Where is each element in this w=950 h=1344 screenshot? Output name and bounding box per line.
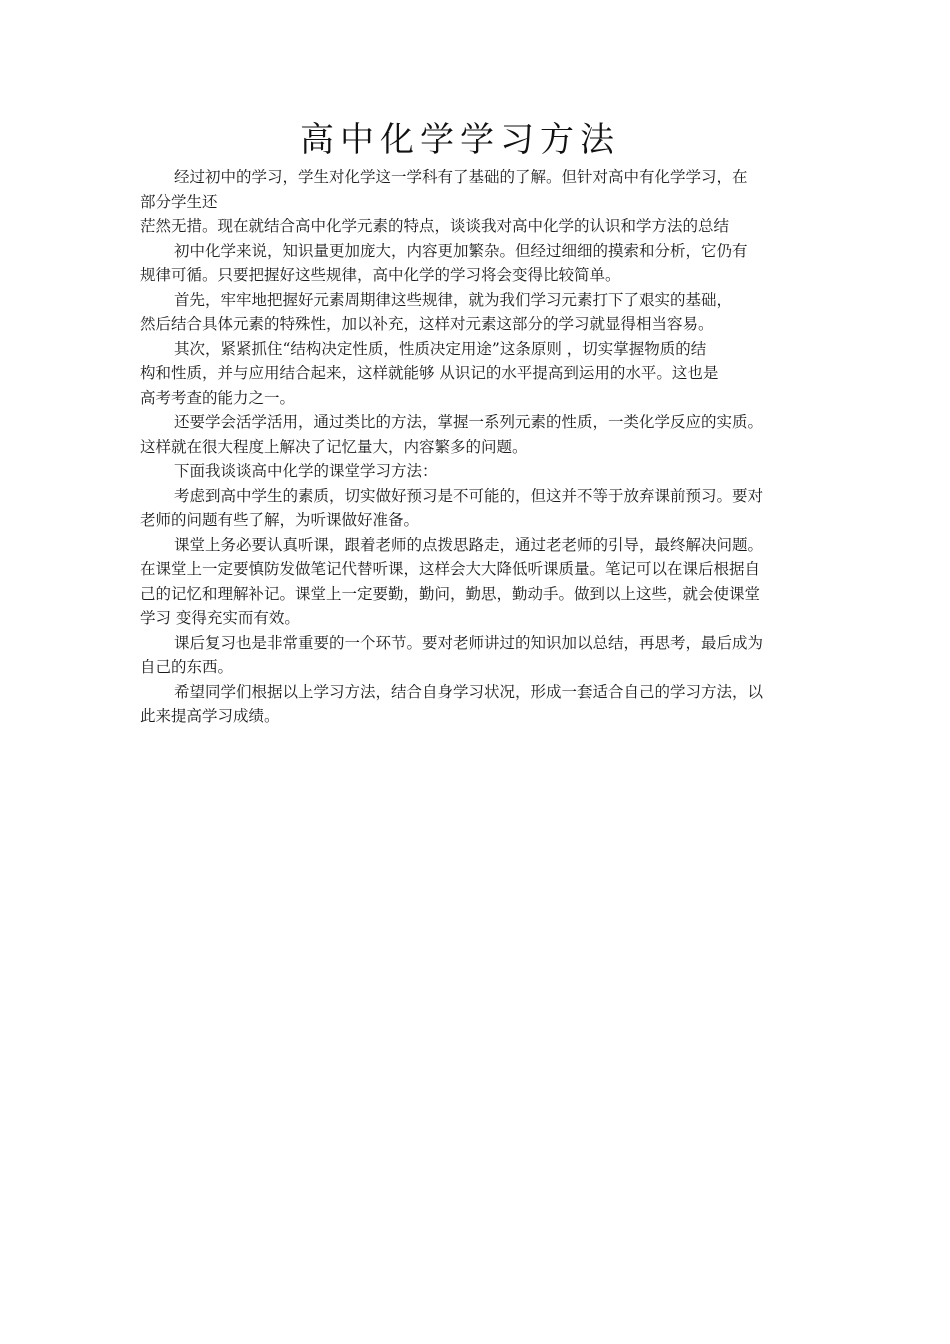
text-line: 其次，紧紧抓住“结构决定性质，性质决定用途”这条原则 ，切实掌握物质的结 [174,339,707,358]
text-line: 规律可循。只要把握好这些规律，高中化学的学习将会变得比较简单。 [140,266,621,284]
text-line: 初中化学来说，知识量更加庞大，内容更加繁杂。但经过细细的摸索和分析，它仍有 [174,241,748,260]
text-line: 此来提高学习成绩。 [140,707,280,725]
text-line: 学习 变得充实而有效。 [140,609,300,627]
text-line: 希望同学们根据以上学习方法，结合自身学习状况，形成一套适合自己的学习方法，以 [174,682,764,701]
text-line: 在课堂上一定要慎防发做笔记代替听课，这样会大大降低听课质量。笔记可以在课后根据自 [140,560,761,578]
text-line: 考虑到高中学生的素质，切实做好预习是不可能的，但这并不等于放弃课前预习。要对 [174,486,764,505]
text-line: 课堂上务必要认真听课，跟着老师的点拨思路走，通过老老师的引导，最终解决问题。 [174,535,764,554]
text-line: 然后结合具体元素的特殊性，加以补充，这样对元素这部分的学习就显得相当容易。 [140,315,714,333]
text-line: 经过初中的学习，学生对化学这一学科有了基础的了解。但针对高中有化学学习，在 [174,168,748,186]
text-line: 高考考查的能力之一。 [140,388,296,407]
text-line: 课后复习也是非常重要的一个环节。要对老师讲过的知识加以总结，再思考，最后成为 [174,633,764,652]
text-line: 茫然无措。现在就结合高中化学元素的特点，谈谈我对高中化学的认识和学方法的总结 [140,217,730,235]
text-line: 还要学会活学活用，通过类比的方法，掌握一系列元素的性质，一类化学反应的实质。 [174,413,764,431]
text-line: 下面我谈谈高中化学的课堂学习方法： [174,462,438,480]
text-line: 构和性质，并与应用结合起来，这样就能够 从识记的水平提高到运用的水平。这也是 [140,364,719,382]
text-line: 部分学生还 [140,192,218,211]
text-line: 首先，牢牢地把握好元素周期律这些规律，就为我们学习元素打下了艰实的基础， [174,290,733,309]
text-line: 自己的东西。 [140,658,234,676]
text-line: 老师的问题有些了解，为听课做好准备。 [140,511,420,529]
document-body [140,165,815,729]
text-line: 己的记忆和理解补记。课堂上一定要勤，勤问，勤思，勤动手。做到以上这些，就会使课堂 [140,584,761,603]
text-line: 这样就在很大程度上解决了记忆量大，内容繁多的问题。 [140,437,528,456]
page-title: 高中化学学习方法 [300,120,620,160]
